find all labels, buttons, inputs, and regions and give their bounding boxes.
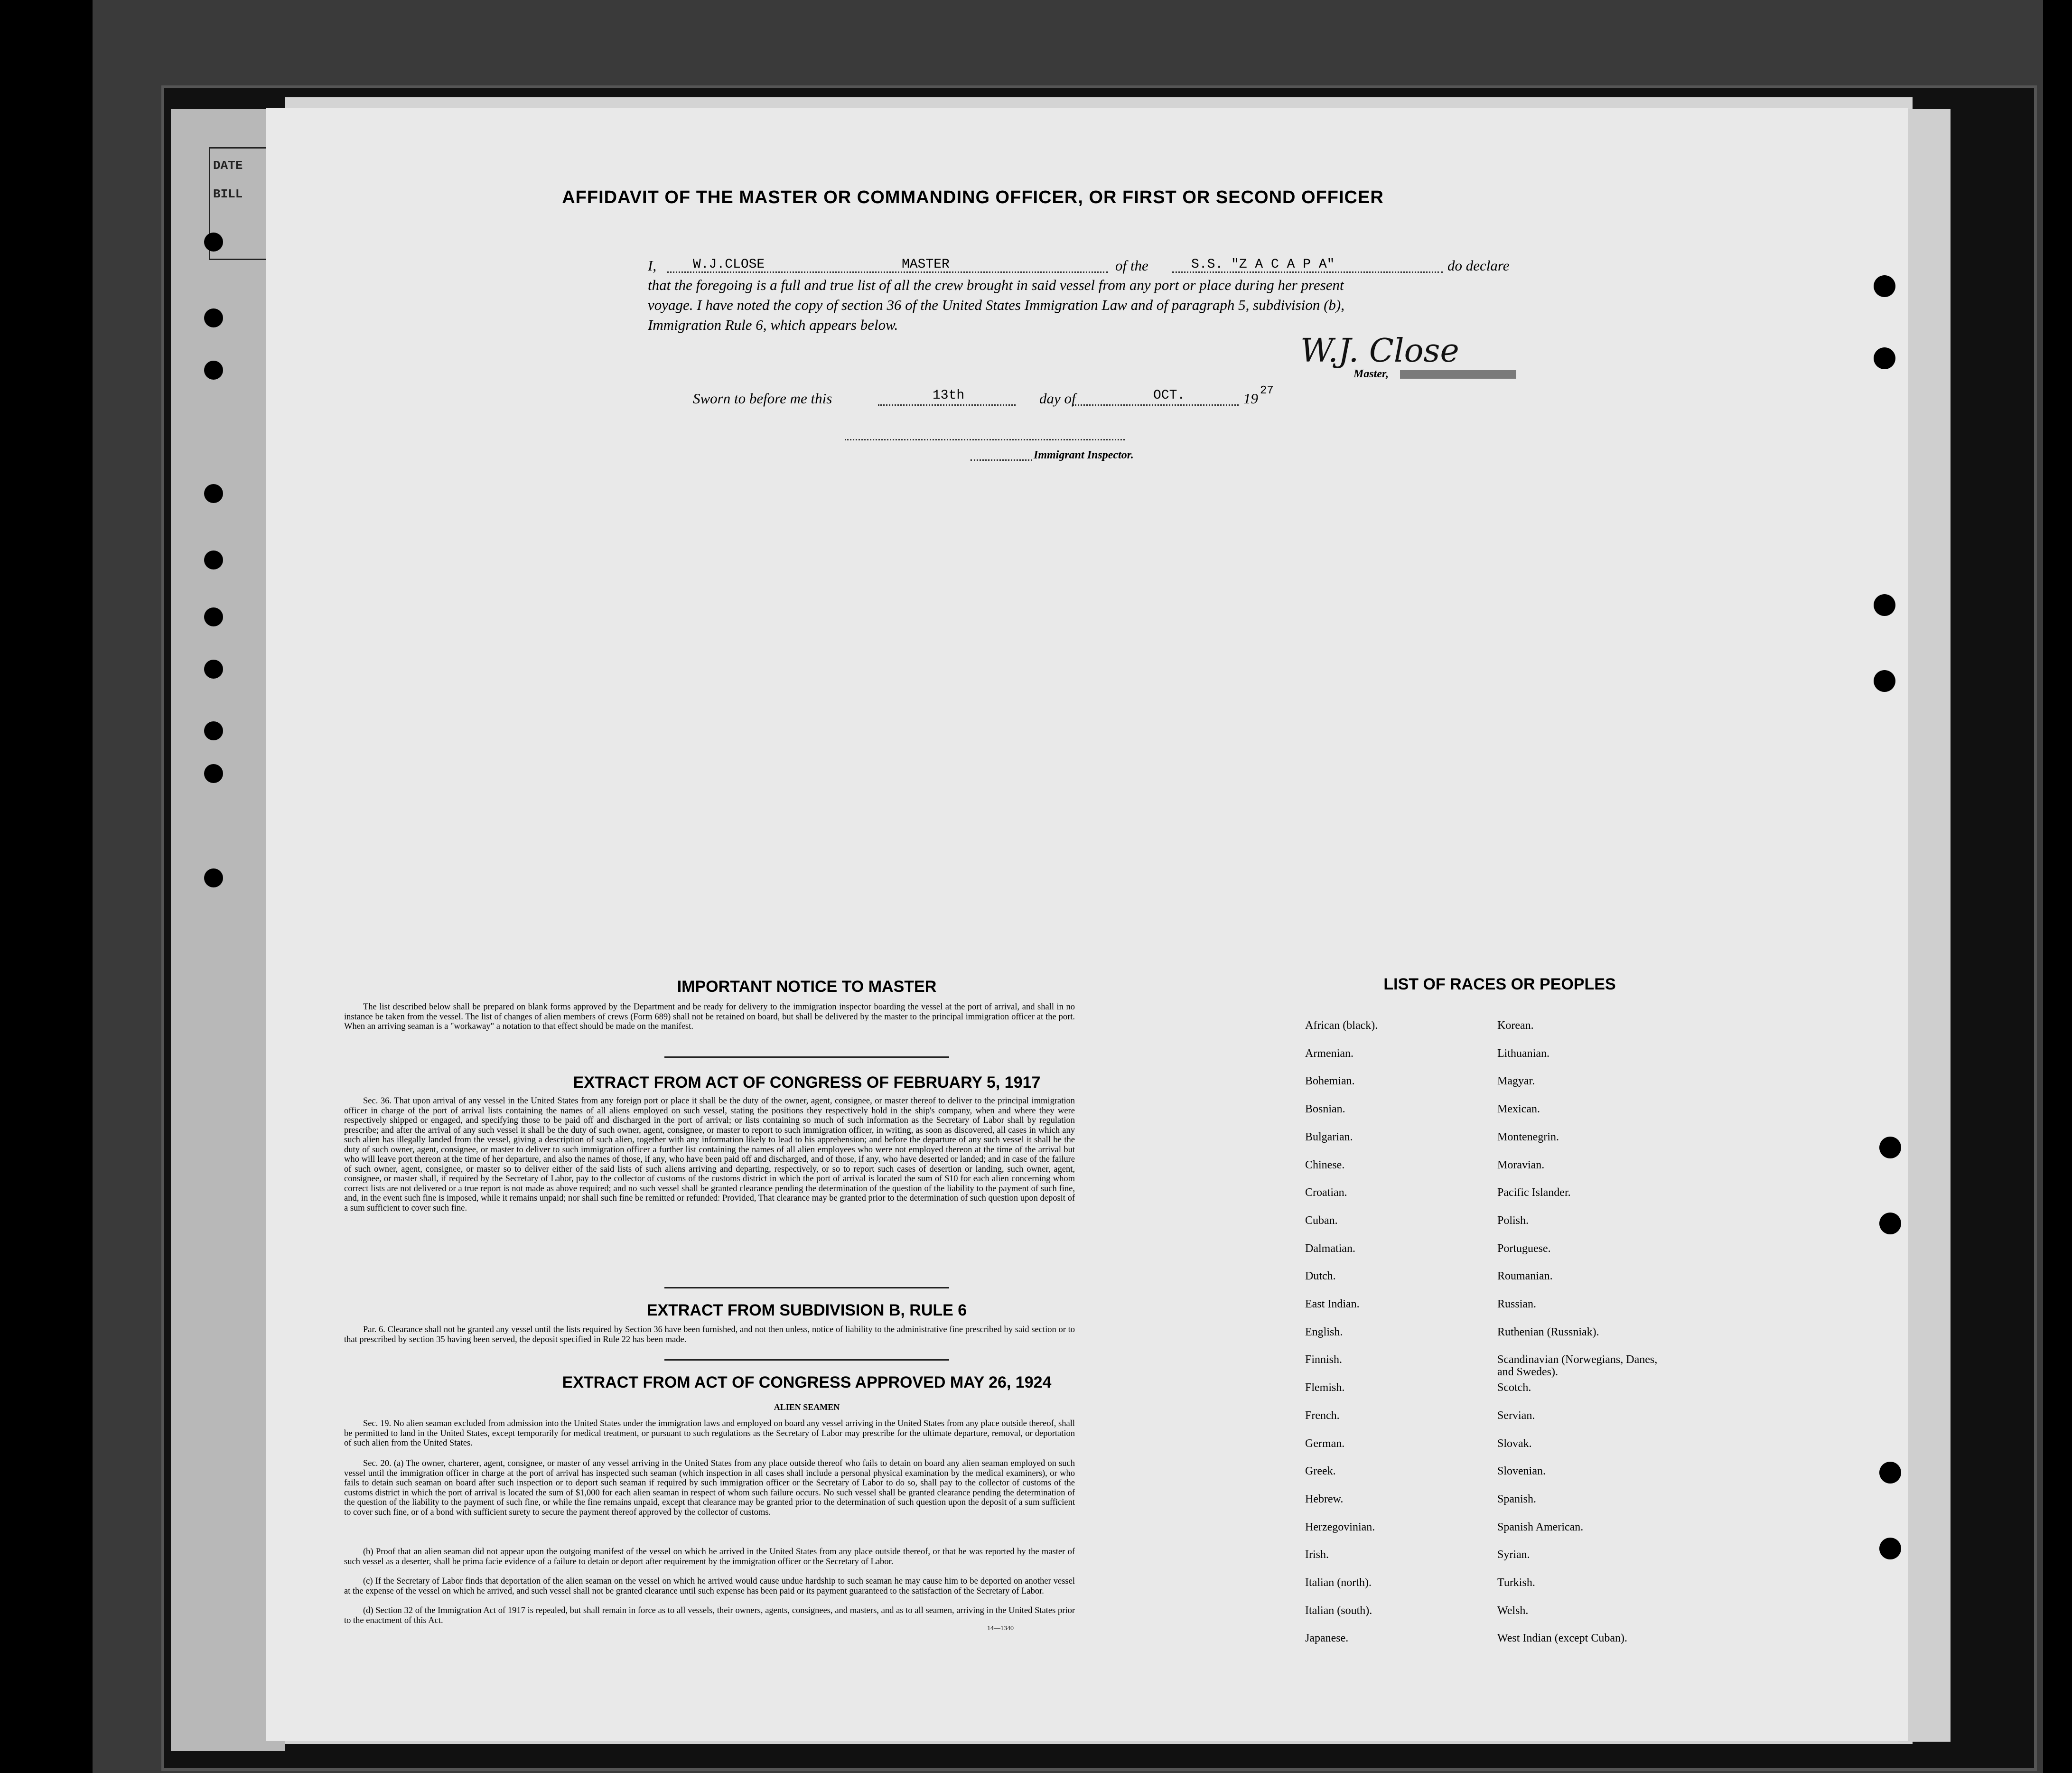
race-entry: Montenegrin.	[1497, 1130, 1559, 1143]
race-entry: Bulgarian.	[1305, 1130, 1353, 1143]
binding-hole	[204, 868, 223, 887]
sworn-label: Sworn to before me this	[693, 390, 832, 407]
section-rule	[664, 1056, 949, 1058]
extract-1917-text: Sec. 36. That upon arrival of any vessel in the United States from any foreign port or place it shall be the duty of the owner, agent, consignee, or master thereof to deliver to the principal immigration officer in charge of the port of arrival lists containing the names of all aliens employed on such vessel, stating the positions they respectively hold in the ship's company, when and where they were respectively shipped or engaged, and specifying those to be paid off and discharged in the port of arrival; or lists containing so much of such information as the Secretary of Labor shall by regulation prescribe; and after the arrival of any such vessel it shall be the duty of such owner, agent, consignee, or master to report to such immigration officer, in writing, as soon as discovered, all cases in which any such alien has illegally landed from the vessel, giving a description of such alien, together with any information likely to lead to his apprehension; and before the departure of any such vessel it shall be the duty of such owner, agent, consignee, or master to deliver to such immigration officer a further list containing the names of all alien employees who were not employed thereon at the time of the arrival but who will leave port thereon at the time of her departure, and also the names of those, if any, who have been paid off and discharged, and of those, if any, who have deserted or landed; and in case of the failure of such owner, agent, consignee, or master so to deliver either of the said lists of such aliens arriving and departing, respectively, or so to report such cases of desertion or landing, such owner, agent, consignee, or master shall, if required by the Secretary of Labor, pay to the collector of customs of the customs district in which the port of arrival is located the sum of $10 for each alien concerning whom correct lists are not delivered or a true report is not made as above required; and no such vessel shall be granted clearance pending the determination of the question of the liability to the payment of such fine, and, in the event such fine is imposed, while it remains unpaid; nor shall such fine be remitted or refunded: Provided, That clearance may be granted prior to the determination of such question upon deposit of a sum sufficient to cover such fine.	[344, 1096, 1075, 1213]
binding-hole	[204, 308, 223, 327]
race-entry: Greek.	[1305, 1465, 1336, 1478]
affidavit-line-2: that the foregoing is a full and true list of all the crew brought in said vessel from any port or place during her present	[648, 277, 1344, 293]
race-entry: African (black).	[1305, 1019, 1378, 1032]
punch-hole	[1874, 594, 1895, 616]
day-of-label: day of	[1039, 390, 1076, 407]
year-prefix: 19	[1243, 390, 1258, 407]
race-entry: Welsh.	[1497, 1604, 1529, 1617]
race-entry: Mexican.	[1497, 1103, 1540, 1116]
race-entry: Scotch.	[1497, 1381, 1531, 1394]
punch-hole	[1879, 1462, 1901, 1484]
do-declare-label: do declare	[1447, 257, 1510, 274]
month-line	[1073, 404, 1239, 406]
race-entry: Slovak.	[1497, 1437, 1532, 1450]
extract-1924-sec20d: (d) Section 32 of the Immigration Act of 1917 is repealed, but shall remain in force as to all vessels, their owners, agents, consignees, and masters, and as to all seamen, arriving in the United States prior to the enactment of this Act.	[344, 1606, 1075, 1625]
punch-hole	[1879, 1137, 1901, 1158]
master-name: W.J.CLOSE	[693, 257, 765, 272]
race-entry: Moravian.	[1497, 1158, 1545, 1171]
race-entry: Irish.	[1305, 1549, 1329, 1561]
extract-rule6-text: Par. 6. Clearance shall not be granted any vessel until the lists required by Section 36 have been furnished, and not then unless, notice of liability to the administrative fine prescribed by said section or to that prescribed by section 35 having been served, the deposit specified in Rule 22 has been made.	[344, 1325, 1075, 1344]
race-entry: Russian.	[1497, 1298, 1537, 1310]
section-rule	[664, 1359, 949, 1361]
extract-1924-sec19: Sec. 19. No alien seaman excluded from admission into the United States under the immigration laws and employed on board any vessel arriving in the United States from any place outside thereof, shall be permitted to land in the United States, except temporarily for medical treatment, or pursuant to such regulations as the Secretary of Labor may prescribe for the ultimate departure, removal, or deportation of such alien from the United States.	[344, 1419, 1075, 1448]
race-entry: Dutch.	[1305, 1270, 1336, 1283]
race-entry: Ruthenian (Russniak).	[1497, 1325, 1599, 1338]
binding-hole	[204, 660, 223, 679]
race-entry: Roumanian.	[1497, 1270, 1553, 1283]
affidavit-title: AFFIDAVIT OF THE MASTER OR COMMANDING OFFICER, OR FIRST OR SECOND OFFICER	[562, 187, 1384, 207]
binding-hole	[204, 764, 223, 783]
punch-hole	[1879, 1538, 1901, 1559]
extract-1917-heading: EXTRACT FROM ACT OF CONGRESS OF FEBRUARY 5, 1917	[573, 1073, 1041, 1092]
race-entry: Armenian.	[1305, 1047, 1353, 1060]
notice-text: The list described below shall be prepared on blank forms approved by the Department and be ready for delivery to the immigration inspector boarding the vessel at the port of arrival, and shall in no instance be taken from the vessel. The list of changes of alien members of crews (Form 689) shall not be retained on board, but shall be delivered by the master to the principal immigration officer at the port. When an arriving seaman is a "workaway" a notation to that effect should be made on the manifest.	[344, 1002, 1075, 1031]
race-entry: English.	[1305, 1325, 1343, 1338]
race-entry: Magyar.	[1497, 1075, 1535, 1088]
inspector-name-line	[971, 459, 1032, 461]
extract-1924-sec20c: (c) If the Secretary of Labor finds that deportation of the alien seaman on the vessel on which he arrived would cause undue hardship to such seaman he may cause him to be deported on another vessel at the expense of the vessel on which he arrived, and such vessel shall not be granted clearance until such expense has been paid or its payment guaranteed to the satisfaction of the Secretary of Labor.	[344, 1577, 1075, 1596]
affidavit-line-4: Immigration Rule 6, which appears below.	[648, 317, 898, 333]
race-entry: Bohemian.	[1305, 1075, 1355, 1088]
sworn-day: 13th	[933, 388, 965, 403]
extract-1924-sec20b: (b) Proof that an alien seaman did not appear upon the outgoing manifest of the vessel on which he arrived in the United States from any place outside thereof, or that he was reported by the master of such vessel as a deserter, shall be prima facie evidence of a failure to detain or deport after requirement by the immigration officer or the Secretary of Labor.	[344, 1547, 1075, 1567]
binding-hole	[204, 233, 223, 252]
race-entry: Servian.	[1497, 1409, 1535, 1422]
race-entry: Syrian.	[1497, 1549, 1530, 1561]
section-rule	[664, 1287, 949, 1288]
race-entry: Dalmatian.	[1305, 1242, 1355, 1255]
punch-hole	[1879, 1213, 1901, 1234]
race-entry: Bosnian.	[1305, 1103, 1345, 1116]
race-entry: West Indian (except Cuban).	[1497, 1632, 1627, 1645]
race-entry: Polish.	[1497, 1214, 1529, 1227]
race-entry: Japanese.	[1305, 1632, 1349, 1645]
master-signature: W.J. Close	[1300, 332, 1459, 370]
inspector-label: Immigrant Inspector.	[1034, 449, 1134, 461]
race-entry: Italian (south).	[1305, 1604, 1372, 1617]
form-number: 14—1340	[987, 1625, 1014, 1632]
race-entry: Spanish.	[1497, 1493, 1537, 1505]
race-entry: Lithuanian.	[1497, 1047, 1549, 1060]
binding-hole	[204, 484, 223, 503]
extract-rule6-heading: EXTRACT FROM SUBDIVISION B, RULE 6	[646, 1301, 967, 1319]
sworn-year: 27	[1260, 384, 1274, 397]
race-entry: French.	[1305, 1409, 1340, 1422]
race-entry: Herzegovinian.	[1305, 1521, 1375, 1533]
punch-hole	[1874, 347, 1895, 369]
race-entry: Turkish.	[1497, 1577, 1535, 1589]
extract-1924-sec20a: Sec. 20. (a) The owner, charterer, agent, consignee, or master of any vessel arriving in the United States from any place outside thereof who fails to detain on board any alien seaman employed on such vessel until the immigration officer in charge at the port of arrival has inspected such seaman (which inspection in all cases shall include a personal physical examination by the medical examiners), or who fails to detain such seaman on board after such inspection or to deport such seaman if required by such immigration officer or the Secretary of Labor to do so, shall pay to the collector of customs of the customs district in which the port of arrival is located the sum of $1,000 for each alien seaman in respect of whom such failure occurs. No such vessel shall be granted clearance pending the determination of the question of the liability to the payment of such fine, or while the fine remains unpaid, except that clearance may be granted prior to the determination of such question upon the deposit of a sum sufficient to cover such fine, or of a bond with sufficient surety to secure the payment thereof approved by the collector of customs.	[344, 1459, 1075, 1517]
alien-seamen-subhead: ALIEN SEAMEN	[774, 1402, 840, 1412]
sworn-month: OCT.	[1153, 388, 1185, 403]
race-entry: Cuban.	[1305, 1214, 1338, 1227]
signature-label: Master,	[1353, 368, 1389, 380]
race-entry: Portuguese.	[1497, 1242, 1551, 1255]
binding-hole	[204, 607, 223, 626]
race-entry: German.	[1305, 1437, 1345, 1450]
race-entry: Italian (north).	[1305, 1577, 1372, 1589]
punch-hole	[1874, 275, 1895, 297]
race-entry: Pacific Islander.	[1497, 1186, 1571, 1199]
race-entry: Scandinavian (Norwegians, Danes, and Swedes).	[1497, 1353, 1658, 1379]
binding-hole	[204, 361, 223, 380]
inspector-signature-line	[845, 439, 1125, 440]
races-heading: LIST OF RACES OR PEOPLES	[1383, 975, 1616, 993]
of-the-label: of the	[1115, 257, 1148, 274]
binding-hole	[204, 721, 223, 740]
margin-stamp: DATE BILL	[209, 147, 289, 260]
day-line	[878, 404, 1016, 406]
binding-hole	[204, 551, 223, 569]
race-entry: Slovenian.	[1497, 1465, 1546, 1478]
race-entry: Hebrew.	[1305, 1493, 1344, 1505]
punch-hole	[1874, 670, 1895, 692]
race-entry: Finnish.	[1305, 1353, 1343, 1366]
struck-out-text	[1400, 370, 1516, 379]
vessel-name: S.S. "Z A C A P A"	[1191, 257, 1335, 272]
race-entry: Croatian.	[1305, 1186, 1347, 1199]
affidavit-line-3: voyage. I have noted the copy of section 36 of the United States Immigration Law and of paragraph 5, subdivision (b),	[648, 297, 1344, 313]
notice-heading: IMPORTANT NOTICE TO MASTER	[677, 978, 937, 996]
race-entry: Chinese.	[1305, 1158, 1345, 1171]
extract-1924-heading: EXTRACT FROM ACT OF CONGRESS APPROVED MAY 26, 1924	[562, 1373, 1052, 1391]
race-entry: Spanish American.	[1497, 1521, 1584, 1533]
master-rank: MASTER	[902, 257, 950, 272]
race-entry: Flemish.	[1305, 1381, 1345, 1394]
race-entry: Korean.	[1497, 1019, 1534, 1032]
race-entry: East Indian.	[1305, 1298, 1360, 1310]
i-label: I,	[648, 257, 657, 274]
